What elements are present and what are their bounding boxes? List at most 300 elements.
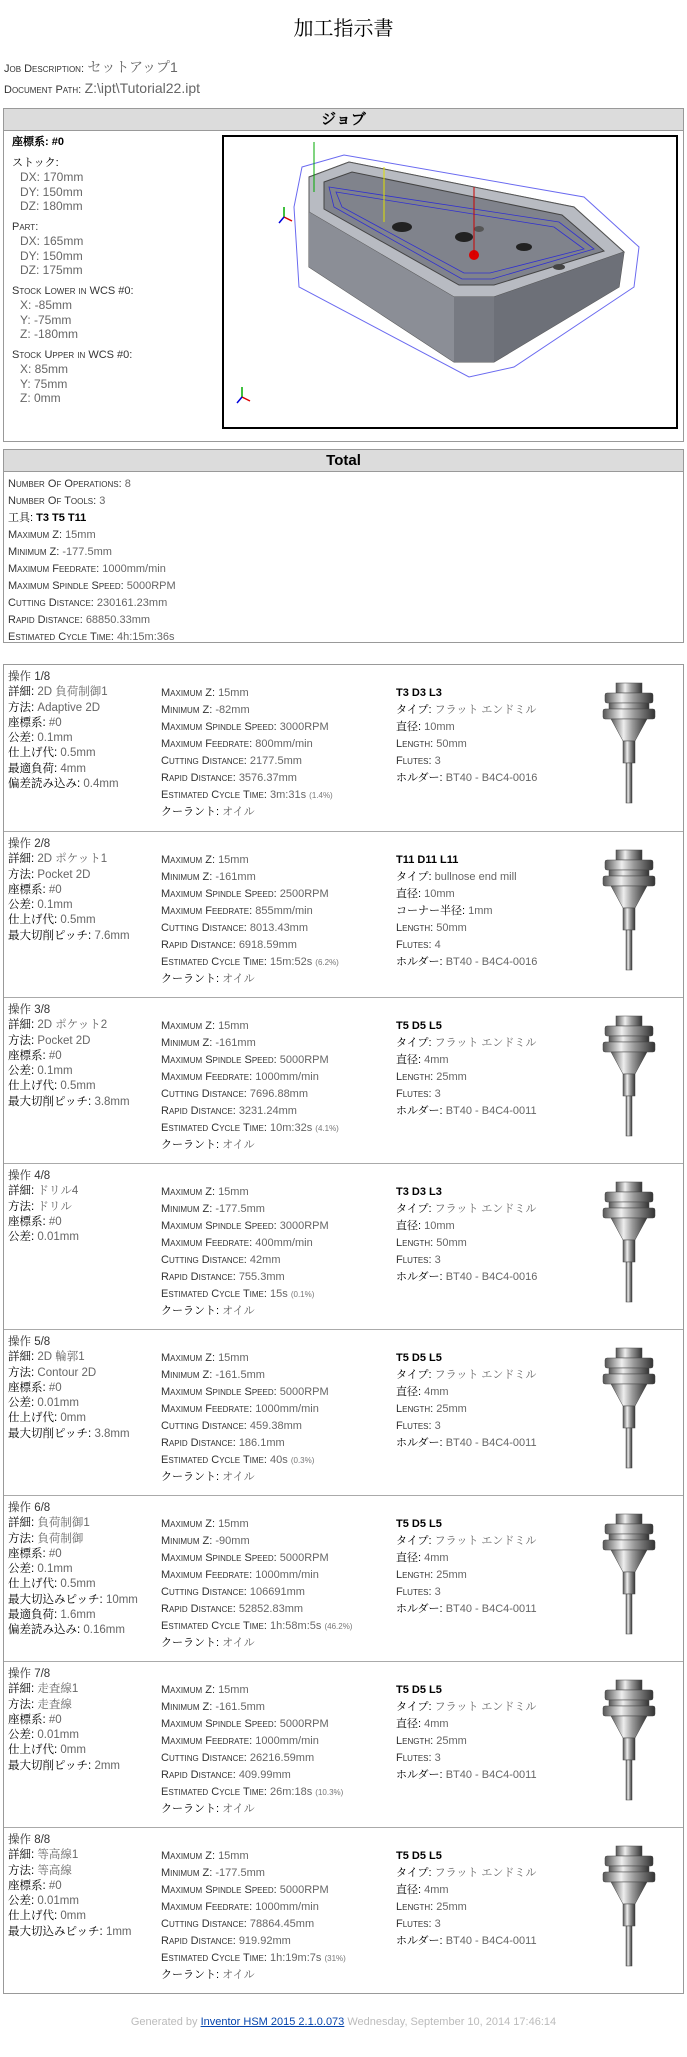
tool-id: T3 D3 L3	[396, 1186, 442, 1198]
tool-label: タイプ:	[396, 1867, 432, 1879]
operation-param-value: 0.5mm	[60, 1578, 96, 1591]
stock-dy: DY: 150mm	[20, 184, 83, 199]
stat-label: Estimated Cycle Time:	[161, 1620, 267, 1632]
operation-param-value: 0.01mm	[37, 1231, 79, 1244]
tool-value: 3	[434, 1752, 441, 1764]
operation-param	[8, 898, 130, 913]
stat-value: 15mm	[218, 687, 249, 699]
stat-feed	[161, 1567, 352, 1584]
tool-value: 4mm	[424, 1552, 449, 1564]
total-row	[8, 578, 176, 595]
job-section	[3, 108, 684, 442]
tool-value: 4mm	[424, 1884, 449, 1896]
operation-title: 操作 4/8	[8, 1170, 51, 1182]
stat-label: Minimum Z:	[161, 1203, 213, 1215]
tool-label: Length:	[396, 1735, 434, 1747]
tool-label: Length:	[396, 1237, 434, 1249]
stat-label: Cutting Distance:	[161, 1586, 247, 1598]
stat-max-z	[161, 1516, 352, 1533]
tool-holder-icon	[599, 1012, 659, 1142]
operation-param-value: Pocket 2D	[37, 868, 91, 881]
stat-label: Estimated Cycle Time:	[161, 1454, 267, 1466]
stat-min-z	[161, 869, 339, 886]
operation-block	[4, 665, 683, 831]
stat-label: Maximum Spindle Speed:	[161, 721, 277, 733]
operation-param-value: 0mm	[60, 1910, 86, 1923]
operation-block	[4, 997, 683, 1163]
stat-value: 52852.83mm	[238, 1603, 304, 1615]
stat-label: Maximum Z:	[161, 1352, 215, 1364]
stat-label: Maximum Feedrate:	[161, 1569, 253, 1581]
stat-min-z	[161, 1367, 329, 1384]
stat-coolant	[161, 971, 339, 988]
operation-param-value: 2D 負荷制御1	[37, 686, 108, 699]
operation-param-value: ドリル	[37, 1200, 72, 1213]
operation-param-label: 公差:	[8, 1563, 35, 1576]
tool-value: BT40 - B4C4-0011	[445, 1769, 537, 1781]
stat-rapid	[161, 770, 333, 787]
operation-param	[8, 746, 119, 761]
job-header: ジョブ	[4, 109, 683, 131]
stat-value: 409.99mm	[238, 1769, 291, 1781]
stat-label: クーラント:	[161, 806, 220, 818]
job-description-label: Job Description:	[4, 63, 85, 75]
operation-param-value: 2D 輪郭1	[37, 1351, 85, 1364]
stat-label: クーラント:	[161, 1803, 220, 1815]
stat-label: Maximum Z:	[161, 1850, 215, 1862]
stock-dz: DZ: 180mm	[20, 199, 83, 213]
part-dy: DY: 150mm	[20, 248, 83, 263]
job-description-value: セットアップ1	[87, 59, 178, 75]
tool-dia	[396, 719, 537, 736]
tool-label: Flutes:	[396, 1752, 432, 1764]
stat-label: Maximum Spindle Speed:	[161, 1552, 277, 1564]
stat-label: Cutting Distance:	[161, 922, 247, 934]
tool-value: 25mm	[436, 1071, 467, 1083]
document-path-label: Document Path:	[4, 84, 82, 96]
tool-value: BT40 - B4C4-0011	[445, 1935, 537, 1947]
stat-max-z	[161, 852, 339, 869]
stat-value: -161mm	[215, 1037, 256, 1049]
operation-param	[8, 929, 130, 944]
operation-param-value: 0.1mm	[37, 899, 73, 912]
tool-holder	[396, 770, 537, 787]
stat-label: Maximum Spindle Speed:	[161, 1718, 277, 1730]
stat-feed	[161, 1069, 339, 1086]
tool-value: 25mm	[436, 1901, 467, 1913]
stat-spindle	[161, 719, 333, 736]
operation-info	[8, 1335, 130, 1442]
stat-label: Maximum Feedrate:	[161, 1071, 253, 1083]
operation-param	[8, 852, 130, 867]
stat-label: Cutting Distance:	[161, 755, 247, 767]
tool-holder	[396, 1933, 537, 1950]
operation-param-label: 公差:	[8, 1231, 35, 1244]
stat-max-z	[161, 685, 333, 702]
operation-param-label: 座標系:	[8, 1713, 46, 1726]
stat-cycle	[161, 1120, 339, 1137]
operation-param	[8, 1909, 132, 1924]
tool-label: Length:	[396, 922, 434, 934]
stat-label: Estimated Cycle Time:	[161, 956, 267, 968]
operation-param	[8, 1623, 138, 1638]
tool-type	[396, 1367, 537, 1384]
tool-value: フラット エンドミル	[434, 1701, 537, 1713]
operation-param-label: 詳細:	[8, 1019, 35, 1032]
operation-param	[8, 1064, 130, 1079]
stat-value: 1000mm/min	[255, 1569, 319, 1581]
operation-stats	[161, 1848, 346, 1984]
tool-value: 50mm	[436, 1237, 467, 1249]
stat-label: Minimum Z:	[161, 1867, 213, 1879]
stat-value: -161.5mm	[215, 1701, 265, 1713]
stat-value: 15mm	[218, 1518, 249, 1530]
tool-value: BT40 - B4C4-0011	[445, 1437, 537, 1449]
stat-label: Cutting Distance:	[161, 1420, 247, 1432]
stock-upper-x: X: 85mm	[20, 362, 69, 376]
tool-label: Length:	[396, 1569, 434, 1581]
stat-min-z	[161, 1865, 346, 1882]
stat-value: 5000RPM	[279, 1386, 329, 1398]
operation-param-value: 0.16mm	[83, 1624, 125, 1637]
tool-label: Flutes:	[396, 939, 432, 951]
operation-info	[8, 1667, 120, 1774]
tool-value: BT40 - B4C4-0011	[445, 1105, 537, 1117]
tool-value: bullnose end mill	[434, 871, 517, 883]
tool-value: 3	[434, 1918, 441, 1930]
tool-label: Flutes:	[396, 1586, 432, 1598]
stat-value: 15mm	[218, 1186, 249, 1198]
operation-param-value: 3.8mm	[94, 1095, 130, 1108]
operation-param-label: 詳細:	[8, 1683, 35, 1696]
stat-value: 6918.59mm	[238, 939, 297, 951]
operation-param-label: 偏差読み込み:	[8, 1624, 81, 1637]
operation-param-value: 2D ポケット1	[37, 853, 108, 866]
stat-label: クーラント:	[161, 1471, 220, 1483]
stat-min-z	[161, 1035, 339, 1052]
stat-value: 15mm	[218, 1850, 249, 1862]
total-row	[8, 561, 176, 578]
stat-label: Rapid Distance:	[161, 1769, 236, 1781]
stat-spindle	[161, 1218, 329, 1235]
part-dx: DX: 165mm	[20, 234, 84, 248]
operation-block	[4, 1661, 683, 1827]
operation-block	[4, 1329, 683, 1495]
stat-value: 1000mm/min	[255, 1071, 319, 1083]
tool-label: Flutes:	[396, 1420, 432, 1432]
stat-label: Maximum Spindle Speed:	[161, 1884, 277, 1896]
tool-value: 25mm	[436, 1403, 467, 1415]
operation-param-value: 0mm	[60, 1744, 86, 1757]
stat-label: Estimated Cycle Time:	[161, 1952, 267, 1964]
stat-value: 26m:18s	[270, 1786, 313, 1798]
operation-param-value: #0	[48, 883, 62, 896]
stat-rapid	[161, 1933, 346, 1950]
stat-value: オイル	[222, 1471, 255, 1483]
stat-min-z	[161, 1201, 329, 1218]
tool-info	[396, 1516, 537, 1618]
tool-label: ホルダー:	[396, 1271, 443, 1283]
tool-label: タイプ:	[396, 1535, 432, 1547]
document-path-value: Z:\ipt\Tutorial22.ipt	[84, 80, 201, 96]
tool-label: 直径:	[396, 888, 422, 900]
stat-value: 10m:32s	[270, 1122, 313, 1134]
tool-label: Flutes:	[396, 755, 432, 767]
stock-label: ストック:	[12, 156, 59, 169]
tool-flutes	[396, 1252, 537, 1269]
wcs-label: 座標系:	[12, 136, 49, 148]
operation-param-label: 最適負荷:	[8, 1609, 58, 1622]
total-row-label: Estimated Cycle Time:	[8, 631, 114, 643]
stat-max-z	[161, 1018, 339, 1035]
operation-param-value: 10mm	[105, 1593, 138, 1606]
cycle-percent: (46.2%)	[324, 1622, 353, 1631]
total-section	[3, 449, 684, 643]
operation-param	[8, 1593, 138, 1608]
stat-value: 400mm/min	[255, 1237, 313, 1249]
operation-param-label: 方法:	[8, 1200, 35, 1213]
operation-param-label: 方法:	[8, 1864, 35, 1877]
operation-param	[8, 1713, 120, 1728]
operation-param-value: 等高線	[37, 1864, 72, 1877]
tool-value: 4mm	[424, 1718, 449, 1730]
stat-label: Maximum Z:	[161, 1518, 215, 1530]
operation-param	[8, 716, 119, 731]
tool-label: ホルダー:	[396, 1769, 443, 1781]
tool-label: ホルダー:	[396, 772, 443, 784]
total-row	[8, 612, 176, 629]
job-details	[12, 135, 134, 406]
tool-id: T3 D3 L3	[396, 687, 442, 699]
operation-param-value: 走査線	[37, 1698, 72, 1711]
total-row-label: Number Of Tools:	[8, 495, 97, 507]
stat-max-z	[161, 1184, 329, 1201]
tool-holder-icon	[599, 1842, 659, 1972]
generator-link[interactable]: Inventor HSM 2015 2.1.0.073	[200, 2016, 345, 2028]
tool-label: 直径:	[396, 1386, 422, 1398]
stat-value: 919.92mm	[238, 1935, 291, 1947]
operation-param-label: 詳細:	[8, 1185, 35, 1198]
tool-value: BT40 - B4C4-0016	[445, 956, 538, 968]
tool-flutes	[396, 1916, 537, 1933]
operation-param	[8, 1698, 120, 1713]
stat-value: -177.5mm	[215, 1867, 265, 1879]
cycle-percent: (0.1%)	[290, 1290, 315, 1299]
operation-param	[8, 1532, 138, 1547]
operation-param	[8, 1759, 120, 1774]
operation-param	[8, 1728, 120, 1743]
stat-cut	[161, 920, 339, 937]
operation-param-value: 7.6mm	[94, 929, 130, 942]
operation-param-value: 0mm	[60, 1412, 86, 1425]
operation-param-label: 最大切込みピッチ:	[8, 1925, 103, 1938]
tool-label: 直径:	[396, 721, 422, 733]
operation-param-label: 公差:	[8, 732, 35, 745]
tool-value: 4mm	[424, 1386, 449, 1398]
stat-value: オイル	[222, 1969, 255, 1981]
tool-label: タイプ:	[396, 871, 432, 883]
stat-value: 3000RPM	[279, 721, 329, 733]
operation-param	[8, 1894, 132, 1909]
operation-stats	[161, 1350, 329, 1486]
tool-holder	[396, 1269, 537, 1286]
stat-label: Maximum Z:	[161, 1186, 215, 1198]
operation-param-label: 方法:	[8, 1698, 35, 1711]
total-row-value: 1000mm/min	[102, 563, 166, 575]
operation-param-label: 仕上げ代:	[8, 747, 58, 760]
operation-param-value: #0	[48, 1215, 62, 1228]
operation-param	[8, 868, 130, 883]
tool-value: 1mm	[468, 905, 493, 917]
stat-value: 40s	[270, 1454, 288, 1466]
stat-feed	[161, 903, 339, 920]
operation-param	[8, 1396, 130, 1411]
stock-upper-z: Z: 0mm	[20, 391, 61, 405]
stat-value: 15mm	[218, 1020, 249, 1032]
stat-max-z	[161, 1682, 343, 1699]
total-header: Total	[4, 450, 683, 472]
tool-flutes	[396, 1584, 537, 1601]
wcs-value: #0	[51, 136, 64, 148]
operation-param-value: 1.6mm	[60, 1609, 96, 1622]
stat-label: Maximum Spindle Speed:	[161, 1054, 277, 1066]
tool-value: フラット エンドミル	[434, 1867, 537, 1879]
stat-cut	[161, 1584, 352, 1601]
operations-section	[3, 664, 684, 1994]
tool-length	[396, 1235, 537, 1252]
tool-value: フラット エンドミル	[434, 704, 537, 716]
operation-title: 操作 6/8	[8, 1502, 51, 1514]
stat-value: 755.3mm	[238, 1271, 285, 1283]
stat-label: クーラント:	[161, 973, 220, 985]
stat-value: -90mm	[215, 1535, 250, 1547]
stat-label: Maximum Z:	[161, 1684, 215, 1696]
operation-param	[8, 762, 119, 777]
stat-label: Cutting Distance:	[161, 1918, 247, 1930]
stat-cut	[161, 1916, 346, 1933]
stat-max-z	[161, 1848, 346, 1865]
stat-label: Estimated Cycle Time:	[161, 1288, 267, 1300]
tool-label: タイプ:	[396, 1701, 432, 1713]
stat-label: Minimum Z:	[161, 1701, 213, 1713]
tool-label: 直径:	[396, 1718, 422, 1730]
operation-param	[8, 1516, 138, 1531]
operation-info	[8, 670, 119, 792]
stat-coolant	[161, 1635, 352, 1652]
tool-holder	[396, 954, 537, 971]
stat-value: 1h:58m:5s	[270, 1620, 322, 1632]
operation-param-label: 詳細:	[8, 1351, 35, 1364]
operation-info	[8, 837, 130, 944]
stat-label: Maximum Spindle Speed:	[161, 888, 277, 900]
total-row-value: 230161.23mm	[96, 597, 168, 609]
operation-param-value: 4mm	[60, 762, 86, 775]
tool-dia	[396, 1550, 537, 1567]
operation-param	[8, 1562, 138, 1577]
operation-param	[8, 1608, 138, 1623]
stat-value: 3231.24mm	[238, 1105, 297, 1117]
stat-cycle	[161, 954, 339, 971]
stat-label: Rapid Distance:	[161, 1603, 236, 1615]
operation-block	[4, 1163, 683, 1329]
tool-label: Flutes:	[396, 1918, 432, 1930]
stat-value: 5000RPM	[279, 1552, 329, 1564]
tool-holder-icon	[599, 679, 659, 809]
operation-param-label: 座標系:	[8, 1381, 46, 1394]
setup-preview-image	[222, 135, 678, 429]
stat-coolant	[161, 1303, 329, 1320]
operation-param-value: Pocket 2D	[37, 1034, 91, 1047]
stat-value: -177.5mm	[215, 1203, 265, 1215]
stat-feed	[161, 736, 333, 753]
operation-param-label: 最適負荷:	[8, 762, 58, 775]
stat-label: Rapid Distance:	[161, 772, 236, 784]
stat-label: Maximum Feedrate:	[161, 1901, 253, 1913]
stat-value: 1h:19m:7s	[270, 1952, 322, 1964]
stat-coolant	[161, 1469, 329, 1486]
operation-param-label: 座標系:	[8, 1547, 46, 1560]
tool-holder-icon	[599, 1178, 659, 1308]
stat-cycle	[161, 1452, 329, 1469]
total-details	[8, 476, 176, 646]
total-row-label: 工具:	[8, 512, 34, 524]
tool-id: T5 D5 L5	[396, 1850, 442, 1862]
footer-date: Wednesday, September 10, 2014 17:46:14	[347, 2016, 557, 2028]
tool-label: コーナー半径:	[396, 905, 466, 917]
tool-value: 50mm	[436, 922, 467, 934]
cycle-percent: (10.3%)	[315, 1788, 344, 1797]
tool-value: フラット エンドミル	[434, 1203, 537, 1215]
tool-value: 3	[434, 1420, 441, 1432]
operation-param-label: 仕上げ代:	[8, 1412, 58, 1425]
operation-param-label: 方法:	[8, 1366, 35, 1379]
tool-length	[396, 1401, 537, 1418]
tool-value: 50mm	[436, 738, 467, 750]
total-row-value: T3 T5 T11	[36, 512, 87, 524]
tool-id: T5 D5 L5	[396, 1020, 442, 1032]
stat-value: 2500RPM	[279, 888, 329, 900]
operation-param-label: 最大切削ピッチ:	[8, 1095, 92, 1108]
stat-spindle	[161, 1052, 339, 1069]
tool-label: Length:	[396, 1071, 434, 1083]
tool-value: フラット エンドミル	[434, 1535, 537, 1547]
tool-type	[396, 702, 537, 719]
stat-feed	[161, 1899, 346, 1916]
total-row-label: Maximum Z:	[8, 529, 62, 541]
stat-value: 5000RPM	[279, 1718, 329, 1730]
operation-title: 操作 1/8	[8, 671, 51, 683]
operation-param-label: 公差:	[8, 1729, 35, 1742]
operation-param	[8, 1366, 130, 1381]
stat-label: Maximum Feedrate:	[161, 738, 253, 750]
stat-label: Rapid Distance:	[161, 1935, 236, 1947]
operation-stats	[161, 1516, 352, 1652]
operation-param-value: 3.8mm	[94, 1427, 130, 1440]
operation-param-value: Contour 2D	[37, 1366, 97, 1379]
stat-value: 459.38mm	[249, 1420, 302, 1432]
stat-value: 42mm	[249, 1254, 281, 1266]
part-dz: DZ: 175mm	[20, 263, 83, 277]
stat-label: Cutting Distance:	[161, 1254, 247, 1266]
operation-param-value: #0	[48, 1049, 62, 1062]
stat-cut	[161, 1252, 329, 1269]
stat-spindle	[161, 1550, 352, 1567]
operation-info	[8, 1501, 138, 1639]
operation-param-label: 座標系:	[8, 716, 46, 729]
stat-value: 186.1mm	[238, 1437, 285, 1449]
tool-length	[396, 1069, 537, 1086]
stat-min-z	[161, 1533, 352, 1550]
